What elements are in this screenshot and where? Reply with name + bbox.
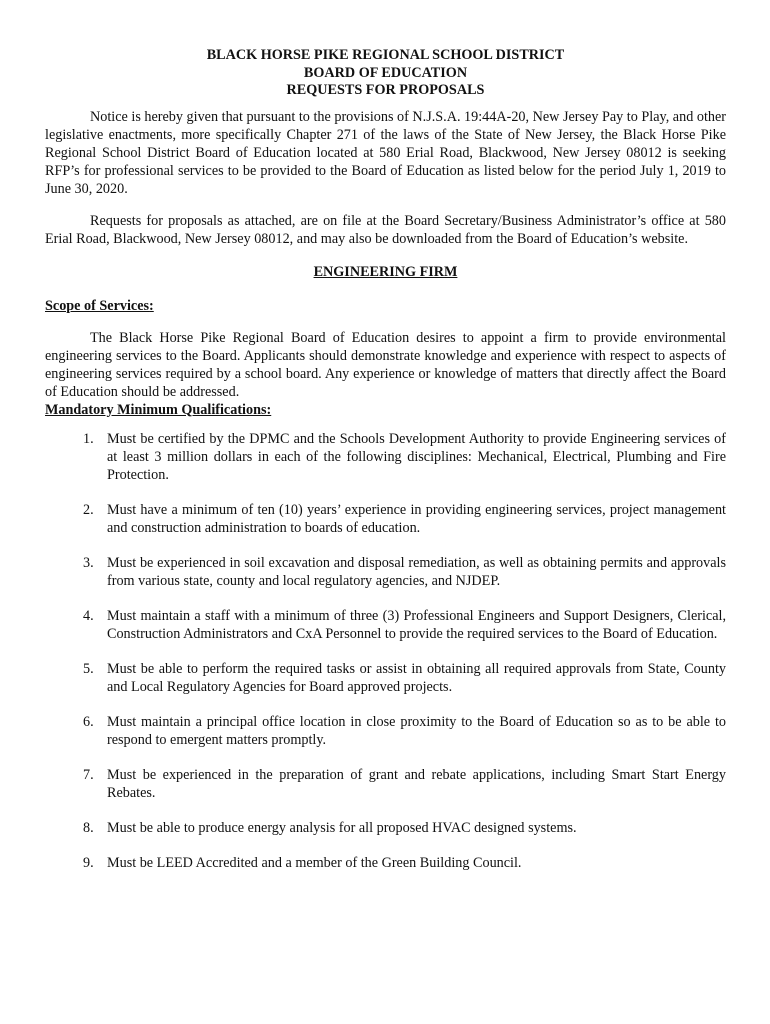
document-page <box>45 47 726 889</box>
section-title: ENGINEERING FIRM <box>313 263 458 280</box>
district-title: BLACK HORSE PIKE REGIONAL SCHOOL DISTRICT <box>206 47 565 63</box>
list-item-text: Must maintain a principal office location in close proximity to the Board of Education so as to be able to respond to emergent matters promptly. <box>107 713 726 748</box>
list-item-text: Must be experienced in the preparation of grant and rebate applications, including Smart Start Energy Rebates. <box>107 766 726 801</box>
list-item <box>45 430 726 484</box>
list-item-text: Must be able to produce energy analysis for all proposed HVAC designed systems. <box>107 819 577 836</box>
qualifications-heading-colon: : <box>266 401 272 418</box>
list-item-text: Must be able to perform the required tasks or assist in obtaining all required approvals from State, County and Local Regulatory Agencies for Board approved projects. <box>107 660 726 695</box>
list-item-text: Must be experienced in soil excavation and disposal remediation, as well as obtaining permits and approvals from various state, county and local regulatory agencies, and NJDEP. <box>107 554 726 589</box>
scope-paragraph: The Black Horse Pike Regional Board of Education desires to appoint a firm to provide environmental engineering services to the Board. Applicants should demonstrate knowledge and experience with respect to aspects of engineering services required by a school board. Any experience or knowledge of matters that directly affect the Board of Education should be addressed. <box>45 329 726 400</box>
board-title: BOARD OF EDUCATION <box>303 64 468 81</box>
list-item-number: 2. <box>83 501 94 518</box>
qualifications-heading <box>45 401 726 419</box>
list-item <box>45 854 726 872</box>
list-item-number: 4. <box>83 607 94 624</box>
rfp-title: REQUESTS FOR PROPOSALS <box>286 82 485 98</box>
list-item-number: 6. <box>83 713 94 730</box>
list-item-text: Must maintain a staff with a minimum of three (3) Professional Engineers and Support Designers, Clerical, Construction Administrators and CxA Personnel to provide the required services to the Board of Education. <box>107 607 726 642</box>
intro-paragraph-1: Notice is hereby given that pursuant to the provisions of N.J.S.A. 19:44A-20, New Jersey Pay to Play, and other legislative enactments, more specifically Chapter 271 of the laws of the State of New Jersey, the Black Horse Pike Regional School District Board of Education located at 580 Erial Road, Blackwood, New Jersey 08012 is seeking RFP’s for professional services to be provided to the Board of Education as listed below for the period July 1, 2019 to June 30, 2020. <box>45 108 726 197</box>
intro-paragraph-2: Requests for proposals as attached, are on file at the Board Secretary/Business Administrator’s office at 580 Erial Road, Blackwood, New Jersey 08012, and may also be downloaded from the Board of Education’s website. <box>45 212 726 247</box>
list-item-text: Must have a minimum of ten (10) years’ experience in providing engineering services, project management and construction administration to boards of education. <box>107 501 726 536</box>
list-item <box>45 554 726 590</box>
list-item-number: 1. <box>83 430 94 447</box>
list-item-number: 8. <box>83 819 94 836</box>
scope-heading-colon: : <box>149 297 154 314</box>
list-item <box>45 713 726 749</box>
list-item-text: Must be LEED Accredited and a member of the Green Building Council. <box>107 854 522 871</box>
list-item <box>45 607 726 643</box>
list-item <box>45 501 726 537</box>
scope-heading <box>45 297 726 315</box>
list-item-number: 9. <box>83 854 94 871</box>
scope-heading-text: Scope of Services <box>45 297 150 314</box>
qualifications-heading-text: Mandatory Minimum Qualifications <box>45 401 267 418</box>
list-item-text: Must be certified by the DPMC and the Schools Development Authority to provide Engineering services of at least 3 million dollars in each of the following disciplines: Mechanical, Electrical, Plumbing and Fire Protection. <box>107 430 726 483</box>
list-item-number: 7. <box>83 766 94 783</box>
list-item <box>45 819 726 837</box>
list-item-number: 3. <box>83 554 94 571</box>
list-item-number: 5. <box>83 660 94 677</box>
requirements-list <box>45 430 726 872</box>
list-item <box>45 660 726 696</box>
list-item <box>45 766 726 802</box>
